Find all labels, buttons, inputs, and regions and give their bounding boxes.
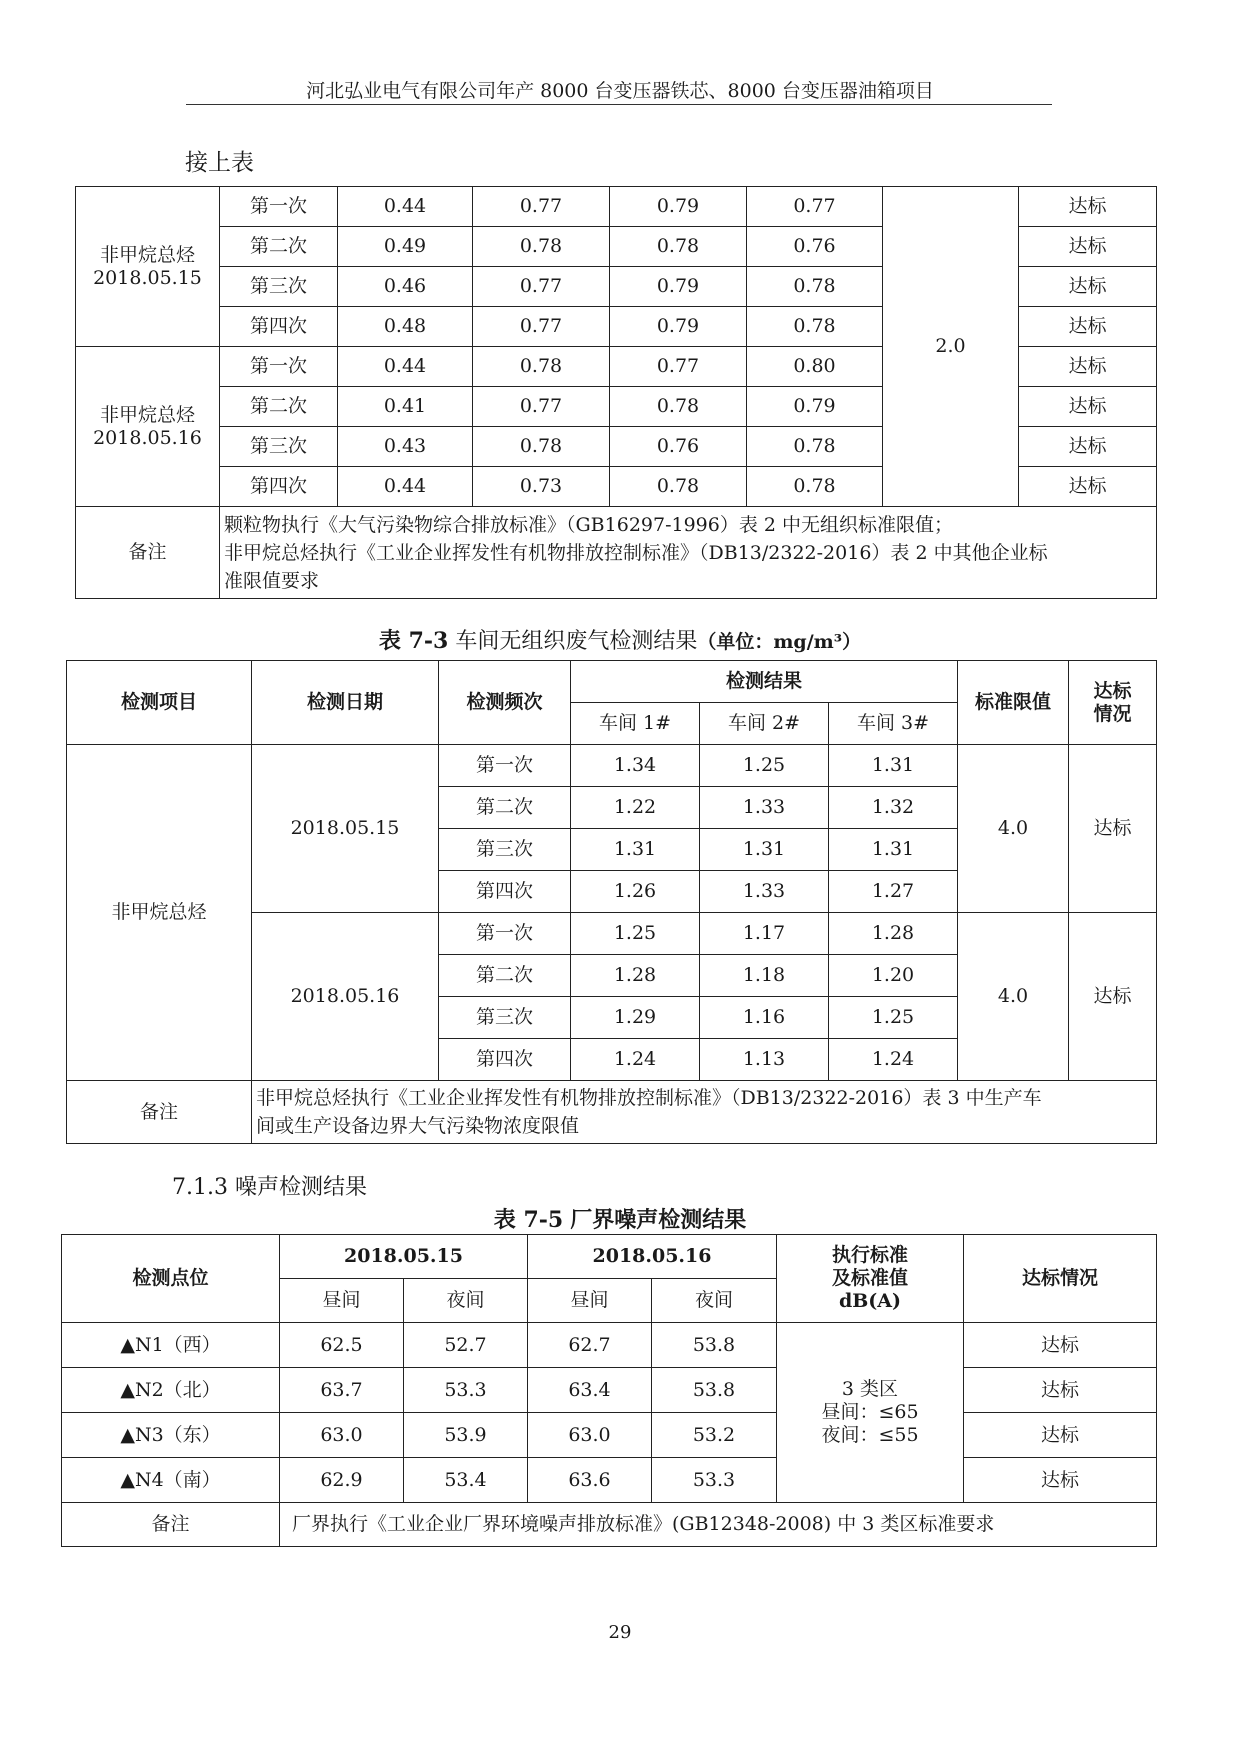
- value-cell: 1.27: [829, 871, 958, 913]
- freq-cell: 第一次: [220, 187, 338, 227]
- status-cell: 达标: [1019, 267, 1157, 307]
- remark-label: 备注: [62, 1503, 280, 1547]
- header-divider: [186, 104, 1052, 105]
- freq-cell: 第四次: [220, 307, 338, 347]
- remark-text: [252, 1081, 1157, 1144]
- value-cell: 1.31: [700, 829, 829, 871]
- status-cell: 达标: [1019, 347, 1157, 387]
- value-cell: 1.32: [829, 787, 958, 829]
- status-cell: 达标: [964, 1323, 1157, 1368]
- header-row: [62, 1235, 1157, 1279]
- freq-cell: 第三次: [439, 829, 571, 871]
- remark-row: [67, 1081, 1157, 1144]
- group-item: 非甲烷总烃: [99, 243, 195, 266]
- value-cell: 0.41: [338, 387, 473, 427]
- header-status: 达标情况: [964, 1235, 1157, 1323]
- page-header-title: 河北弘业电气有限公司年产 8000 台变压器铁芯、8000 台变压器油箱项目: [306, 80, 934, 102]
- header-workshop-1: 车间 1#: [571, 703, 700, 745]
- value-cell: 1.22: [571, 787, 700, 829]
- point-cell: ▲N4（南）: [62, 1458, 280, 1503]
- value-cell: 1.29: [571, 997, 700, 1039]
- caption-unit: （单位：mg/m³）: [697, 631, 862, 653]
- remark-text: [220, 507, 1157, 599]
- value-cell: 63.0: [528, 1413, 652, 1458]
- status-cell: 达标: [1069, 913, 1157, 1081]
- value-cell: 0.79: [610, 267, 747, 307]
- status-cell: 达标: [1069, 745, 1157, 913]
- value-cell: 1.33: [700, 871, 829, 913]
- value-cell: 1.18: [700, 955, 829, 997]
- value-cell: 62.5: [280, 1323, 404, 1368]
- header-point: 检测点位: [62, 1235, 280, 1323]
- header-day: 昼间: [280, 1279, 404, 1323]
- value-cell: 1.20: [829, 955, 958, 997]
- header-standard-line: 执行标准: [831, 1244, 908, 1267]
- remark-text: 厂界执行《工业企业厂界环境噪声排放标准》(GB12348-2008) 中 3 类区标准要求: [280, 1503, 1157, 1547]
- header-date: 检测日期: [252, 661, 439, 745]
- freq-cell: 第一次: [220, 347, 338, 387]
- freq-cell: 第二次: [220, 387, 338, 427]
- header-results: 检测结果: [571, 661, 958, 703]
- value-cell: 0.46: [338, 267, 473, 307]
- table-7-5-caption: [0, 1203, 1240, 1234]
- group-date: 2018.05.15: [93, 266, 202, 289]
- value-cell: 1.31: [829, 829, 958, 871]
- status-cell: 达标: [1019, 307, 1157, 347]
- value-cell: 1.24: [571, 1039, 700, 1081]
- value-cell: 0.49: [338, 227, 473, 267]
- status-cell: 达标: [1019, 427, 1157, 467]
- status-cell: 达标: [964, 1458, 1157, 1503]
- group-item: 非甲烷总烃: [99, 403, 195, 426]
- header-workshop-3: 车间 3#: [829, 703, 958, 745]
- status-cell: 达标: [1019, 387, 1157, 427]
- value-cell: 0.43: [338, 427, 473, 467]
- value-cell: 0.77: [473, 307, 610, 347]
- caption-number: 表 7-3: [378, 628, 449, 654]
- remark-line: 准限值要求: [224, 569, 320, 592]
- header-limit: 标准限值: [958, 661, 1069, 745]
- value-cell: 53.4: [404, 1458, 528, 1503]
- value-cell: 0.77: [473, 387, 610, 427]
- caption-text: 车间无组织废气检测结果: [455, 629, 698, 654]
- status-cell: 达标: [964, 1413, 1157, 1458]
- table-7-3-caption: [0, 624, 1240, 655]
- value-cell: 52.7: [404, 1323, 528, 1368]
- header-status: [1069, 661, 1157, 745]
- limit-cell: 4.0: [958, 913, 1069, 1081]
- table-7-3: [66, 660, 1157, 1144]
- group-date: 2018.05.16: [93, 426, 202, 449]
- header-freq: 检测频次: [439, 661, 571, 745]
- value-cell: 53.2: [652, 1413, 777, 1458]
- value-cell: 1.13: [700, 1039, 829, 1081]
- remark-line: 颗粒物执行《大气污染物综合排放标准》（GB16297-1996）表 2 中无组织标准限值；: [224, 513, 954, 536]
- value-cell: 63.7: [280, 1368, 404, 1413]
- standard-line: 3 类区: [841, 1378, 899, 1401]
- header-day: 昼间: [528, 1279, 652, 1323]
- header-standard: [777, 1235, 964, 1323]
- value-cell: 1.26: [571, 871, 700, 913]
- value-cell: 53.3: [652, 1458, 777, 1503]
- caption-text: 厂界噪声检测结果: [570, 1207, 747, 1233]
- continued-table-label: 接上表: [185, 150, 254, 176]
- header-date-1: 2018.05.15: [280, 1235, 528, 1279]
- status-cell: 达标: [1019, 187, 1157, 227]
- limit-cell: 4.0: [958, 745, 1069, 913]
- value-cell: 1.25: [571, 913, 700, 955]
- value-cell: 0.77: [473, 267, 610, 307]
- value-cell: 0.79: [610, 307, 747, 347]
- standard-line: 昼间：≤65: [821, 1401, 919, 1424]
- value-cell: 0.76: [747, 227, 883, 267]
- point-cell: ▲N2（北）: [62, 1368, 280, 1413]
- value-cell: 0.78: [747, 267, 883, 307]
- header-night: 夜间: [404, 1279, 528, 1323]
- value-cell: 0.79: [747, 387, 883, 427]
- value-cell: 0.78: [747, 307, 883, 347]
- value-cell: 1.28: [571, 955, 700, 997]
- point-cell: ▲N1（西）: [62, 1323, 280, 1368]
- standard-cell: [777, 1323, 964, 1503]
- remark-label: 备注: [76, 507, 220, 599]
- value-cell: 0.78: [610, 387, 747, 427]
- freq-cell: 第二次: [220, 227, 338, 267]
- continued-table: [75, 186, 1157, 599]
- value-cell: 0.78: [610, 467, 747, 507]
- freq-cell: 第二次: [439, 955, 571, 997]
- value-cell: 1.31: [571, 829, 700, 871]
- value-cell: 0.73: [473, 467, 610, 507]
- freq-cell: 第三次: [220, 427, 338, 467]
- value-cell: 0.78: [473, 227, 610, 267]
- value-cell: 63.0: [280, 1413, 404, 1458]
- value-cell: 0.77: [473, 187, 610, 227]
- value-cell: 0.78: [473, 347, 610, 387]
- header-row: [67, 661, 1157, 703]
- table-row: [76, 187, 1157, 227]
- value-cell: 1.25: [700, 745, 829, 787]
- table-row: [62, 1413, 1157, 1458]
- caption-number: 表 7-5: [493, 1207, 564, 1233]
- value-cell: 53.8: [652, 1323, 777, 1368]
- header-status-line: 情况: [1093, 702, 1132, 725]
- table-7-5: [61, 1234, 1157, 1547]
- date-cell: 2018.05.15: [252, 745, 439, 913]
- value-cell: 0.76: [610, 427, 747, 467]
- freq-cell: 第一次: [439, 913, 571, 955]
- header-standard-line: dB(A): [838, 1289, 902, 1312]
- remark-line: 非甲烷总烃执行《工业企业挥发性有机物排放控制标准》（DB13/2322-2016）表 3 中生产车: [256, 1087, 1042, 1109]
- freq-cell: 第三次: [220, 267, 338, 307]
- freq-cell: 第四次: [439, 871, 571, 913]
- header-workshop-2: 车间 2#: [700, 703, 829, 745]
- remark-line: 非甲烷总烃执行《工业企业挥发性有机物排放控制标准》（DB13/2322-2016）表 2 中其他企业标: [224, 541, 1048, 564]
- value-cell: 1.16: [700, 997, 829, 1039]
- value-cell: 0.77: [610, 347, 747, 387]
- remark-label: 备注: [67, 1081, 252, 1144]
- status-cell: 达标: [1019, 467, 1157, 507]
- value-cell: 53.8: [652, 1368, 777, 1413]
- limit-cell: 2.0: [883, 187, 1019, 507]
- value-cell: 1.34: [571, 745, 700, 787]
- freq-cell: 第二次: [439, 787, 571, 829]
- item-cell: 非甲烷总烃: [67, 745, 252, 1081]
- table-row: [62, 1458, 1157, 1503]
- value-cell: 1.24: [829, 1039, 958, 1081]
- freq-cell: 第四次: [220, 467, 338, 507]
- section-heading: 7.1.3 噪声检测结果: [172, 1175, 367, 1200]
- value-cell: 0.78: [747, 467, 883, 507]
- value-cell: 0.48: [338, 307, 473, 347]
- value-cell: 1.31: [829, 745, 958, 787]
- value-cell: 0.80: [747, 347, 883, 387]
- value-cell: 0.77: [747, 187, 883, 227]
- group-2-label-cell: [76, 347, 220, 507]
- value-cell: 0.78: [747, 427, 883, 467]
- date-cell: 2018.05.16: [252, 913, 439, 1081]
- remark-line: 间或生产设备边界大气污染物浓度限值: [256, 1115, 580, 1137]
- table-row: [62, 1368, 1157, 1413]
- header-night: 夜间: [652, 1279, 777, 1323]
- value-cell: 0.44: [338, 187, 473, 227]
- standard-line: 夜间：≤55: [821, 1423, 919, 1446]
- remark-row: [76, 507, 1157, 599]
- value-cell: 1.25: [829, 997, 958, 1039]
- value-cell: 0.79: [610, 187, 747, 227]
- point-cell: ▲N3（东）: [62, 1413, 280, 1458]
- header-item: 检测项目: [67, 661, 252, 745]
- table-row: [67, 745, 1157, 787]
- remark-row: [62, 1503, 1157, 1547]
- freq-cell: 第四次: [439, 1039, 571, 1081]
- value-cell: 1.28: [829, 913, 958, 955]
- freq-cell: 第三次: [439, 997, 571, 1039]
- status-cell: 达标: [964, 1368, 1157, 1413]
- table-row: [62, 1323, 1157, 1368]
- value-cell: 62.9: [280, 1458, 404, 1503]
- value-cell: 63.4: [528, 1368, 652, 1413]
- value-cell: 0.78: [610, 227, 747, 267]
- header-status-line: 达标: [1093, 679, 1132, 702]
- value-cell: 0.78: [473, 427, 610, 467]
- freq-cell: 第一次: [439, 745, 571, 787]
- header-standard-line: 及标准值: [831, 1267, 908, 1290]
- value-cell: 63.6: [528, 1458, 652, 1503]
- status-cell: 达标: [1019, 227, 1157, 267]
- header-date-2: 2018.05.16: [528, 1235, 777, 1279]
- value-cell: 0.44: [338, 467, 473, 507]
- value-cell: 1.17: [700, 913, 829, 955]
- value-cell: 0.44: [338, 347, 473, 387]
- value-cell: 53.3: [404, 1368, 528, 1413]
- page-number: 29: [608, 1622, 632, 1643]
- group-1-label-cell: [76, 187, 220, 347]
- value-cell: 62.7: [528, 1323, 652, 1368]
- value-cell: 1.33: [700, 787, 829, 829]
- value-cell: 53.9: [404, 1413, 528, 1458]
